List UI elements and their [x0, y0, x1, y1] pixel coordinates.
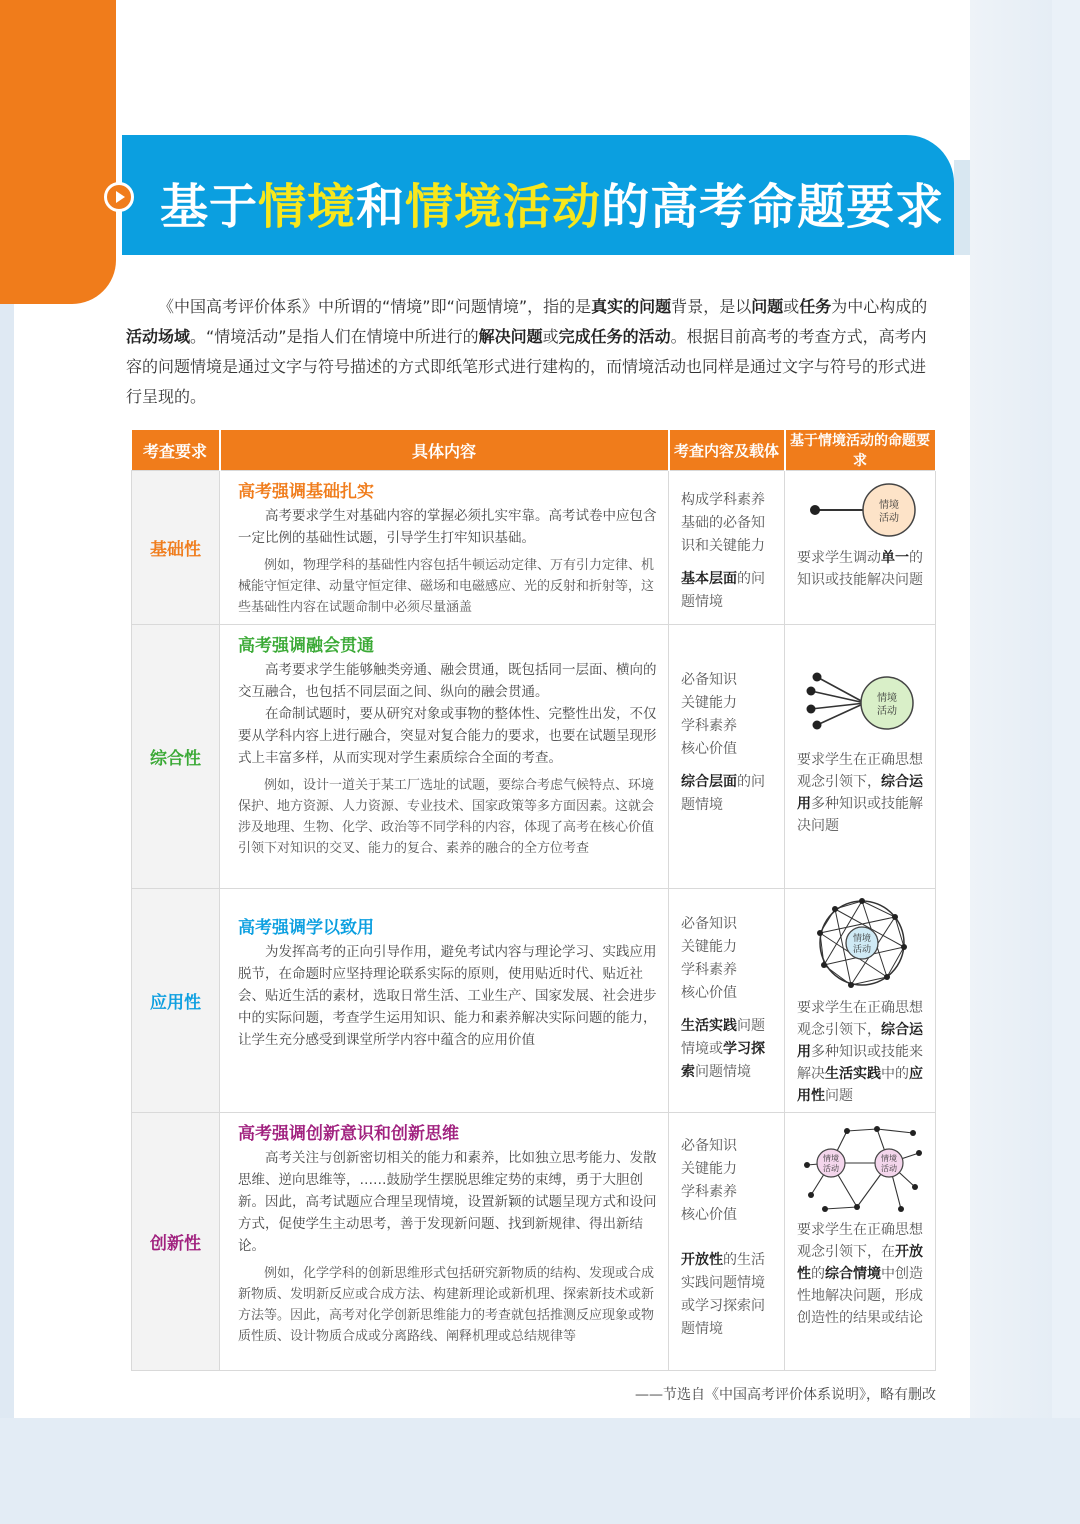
- carrier-level: 开放性的生活实践问题情境或学习探索问题情境: [681, 1252, 765, 1337]
- arrow-right-icon: [104, 182, 134, 212]
- table-row: [132, 625, 936, 889]
- requirement-basic: 基础性: [132, 471, 220, 625]
- node-label-1: 情境: [852, 934, 872, 944]
- node-label-2: 活动: [877, 706, 897, 717]
- requirement-innovative: 创新性: [132, 1113, 220, 1371]
- node-label-2: 活动: [823, 1164, 839, 1173]
- proposition-text: 要求学生调动单一的知识或技能解决问题: [797, 550, 923, 588]
- node-label-1: 情境: [879, 500, 899, 511]
- table-row: [132, 1113, 936, 1371]
- content-paragraph: 高考关注与创新密切相关的能力和素养，比如独立思考能力、发散思维、逆向思维等，……鼓励学生摆脱思维定势的束缚，勇于大胆创新。因此，高考试题应合理呈现情境，设置新颖的试题呈现方式和设问方式，促使学生主动思考，善于发现新问题、找到新规律、得出新结论。: [238, 1150, 657, 1254]
- multi-center-network-diagram: [797, 1123, 927, 1213]
- proposition-cell: [785, 889, 936, 1113]
- content-example: 例如，设计一道关于某工厂选址的试题，要综合考虑气候特点、环境保护、地方资源、人力资源、专业技术、国家政策等多方面因素。这就会涉及地理、生物、化学、政治等不同学科的内容，体现了高考在核心价值引领下对知识的交叉、能力的复合、素养的融合的全方位考查: [238, 778, 655, 856]
- content-title: 高考强调基础扎实: [238, 482, 374, 502]
- single-node-diagram: [797, 479, 927, 541]
- page-title: 基于情境和情境活动的高考命题要求: [160, 179, 945, 235]
- carrier-level: 生活实践问题情境或学习探索问题情境: [681, 1018, 765, 1080]
- proposition-text: 要求学生在正确思想观念引领下，综合运用多种知识或技能来解决生活实践中的应用性问题: [797, 1000, 923, 1104]
- content-example: 例如，化学学科的创新思维形式包括研究新物质的结构、发现或合成新物质、发明新反应或合成方法、构建新理论或新机理、探索新技术或新方法等。因此，高考对化学创新思维能力的考查就包括推测反应现象或物质性质、设计物质合成或分离路线、阐释机理或总结规律等: [238, 1266, 655, 1344]
- node-label-2: 活动: [881, 1164, 897, 1173]
- requirements-table: [131, 430, 937, 1371]
- node-label-1: 情境: [881, 1154, 897, 1163]
- content-paragraph: 高考要求学生能够触类旁通、融会贯通，既包括同一层面、横向的交互融合，也包括不同层面之间、纵向的融会贯通。: [238, 662, 657, 700]
- carrier-text: 必备知识 关键能力 学科素养 核心价值: [681, 672, 737, 757]
- carrier-level: 基本层面的问题情境: [681, 571, 765, 610]
- node-label-2: 活动: [879, 513, 899, 524]
- proposition-cell: [785, 471, 936, 625]
- right-edge-strip: [1052, 0, 1080, 1524]
- content-paragraph: 在命制试题时，要从研究对象或事物的整体性、完整性出发，不仅要从学科内容上进行融合，突显对复合能力的要求，也要在试题呈现形式上丰富多样，从而实现对学生素质综合全面的考查。: [238, 706, 657, 766]
- carrier-text: 必备知识 关键能力 学科素养 核心价值: [681, 916, 737, 1001]
- table-row: [132, 889, 936, 1113]
- node-label-2: 活动: [852, 945, 872, 955]
- requirement-applied: 应用性: [132, 889, 220, 1113]
- header-content: 具体内容: [220, 430, 669, 471]
- content-cell: [220, 625, 669, 889]
- content-cell: [220, 1113, 669, 1371]
- network-node-diagram: [807, 895, 917, 991]
- carrier-text: 必备知识 关键能力 学科素养 核心价值: [681, 1138, 737, 1223]
- carrier-cell: [669, 625, 785, 889]
- carrier-text: 构成学科素养基础的必备知识和关键能力: [681, 492, 765, 554]
- proposition-text: 要求学生在正确思想观念引领下，综合运用多种知识或技能解决问题: [797, 752, 923, 834]
- content-example: 例如，物理学科的基础性内容包括牛顿运动定律、万有引力定律、机械能守恒定律、动量守恒定律、磁场和电磁感应、光的反射和折射等，这些基础性内容在试题命制中必须尽量涵盖: [238, 558, 655, 615]
- proposition-cell: [785, 1113, 936, 1371]
- proposition-cell: [785, 625, 936, 889]
- header-requirement: 考查要求: [132, 430, 220, 471]
- content-cell: [220, 471, 669, 625]
- header-carrier: 考查内容及载体: [669, 430, 785, 471]
- banner-shadow: [954, 160, 970, 255]
- content-title: 高考强调融会贯通: [238, 636, 374, 656]
- source-citation: ——节选自《中国高考评价体系说明》，略有删改: [635, 1387, 936, 1403]
- content-paragraph: 为发挥高考的正向引导作用，避免考试内容与理论学习、实践应用脱节，在命题时应坚持理论联系实际的原则，使用贴近时代、贴近社会、贴近生活的素材，选取日常生活、工业生产、国家发展、社会进步中的实际问题，考查学生运用知识、能力和素养解决实际问题的能力，让学生充分感受到课堂所学内容中蕴含的应用价值: [238, 944, 657, 1048]
- proposition-text: 要求学生在正确思想观念引领下，在开放性的综合情境中创造性地解决问题，形成创造性的结果或结论: [797, 1222, 923, 1326]
- carrier-cell: [669, 471, 785, 625]
- intro-paragraph: 《中国高考评价体系》中所谓的“情境”即“问题情境”，指的是真实的问题背景，是以问题或任务为中心构成的活动场域。“情境活动”是指人们在情境中所进行的解决问题或完成任务的活动。根据目前高考的考查方式，高考内容的问题情境是通过文字与符号描述的方式即纸笔形式进行建构的，而情境活动也同样是通过文字与符号的形式进行呈现的。: [126, 297, 928, 406]
- requirement-comprehensive: 综合性: [132, 625, 220, 889]
- multi-node-diagram: [797, 663, 927, 743]
- orange-corner-tab: [0, 0, 116, 304]
- carrier-level: 综合层面的问题情境: [681, 774, 765, 813]
- content-title: 高考强调学以致用: [238, 918, 374, 938]
- node-label-1: 情境: [877, 693, 897, 704]
- content-cell: [220, 889, 669, 1113]
- carrier-cell: [669, 889, 785, 1113]
- content-paragraph: 高考要求学生对基础内容的掌握必须扎实牢靠。高考试卷中应包含一定比例的基础性试题，引导学生打牢知识基础。: [238, 508, 657, 546]
- carrier-cell: [669, 1113, 785, 1371]
- table-row: [132, 471, 936, 625]
- table-header-row: [132, 430, 936, 471]
- header-proposition: 基于情境活动的命题要求: [785, 430, 936, 471]
- content-title: 高考强调创新意识和创新思维: [238, 1124, 459, 1144]
- bottom-band: [0, 1418, 1080, 1524]
- node-label-1: 情境: [823, 1154, 839, 1163]
